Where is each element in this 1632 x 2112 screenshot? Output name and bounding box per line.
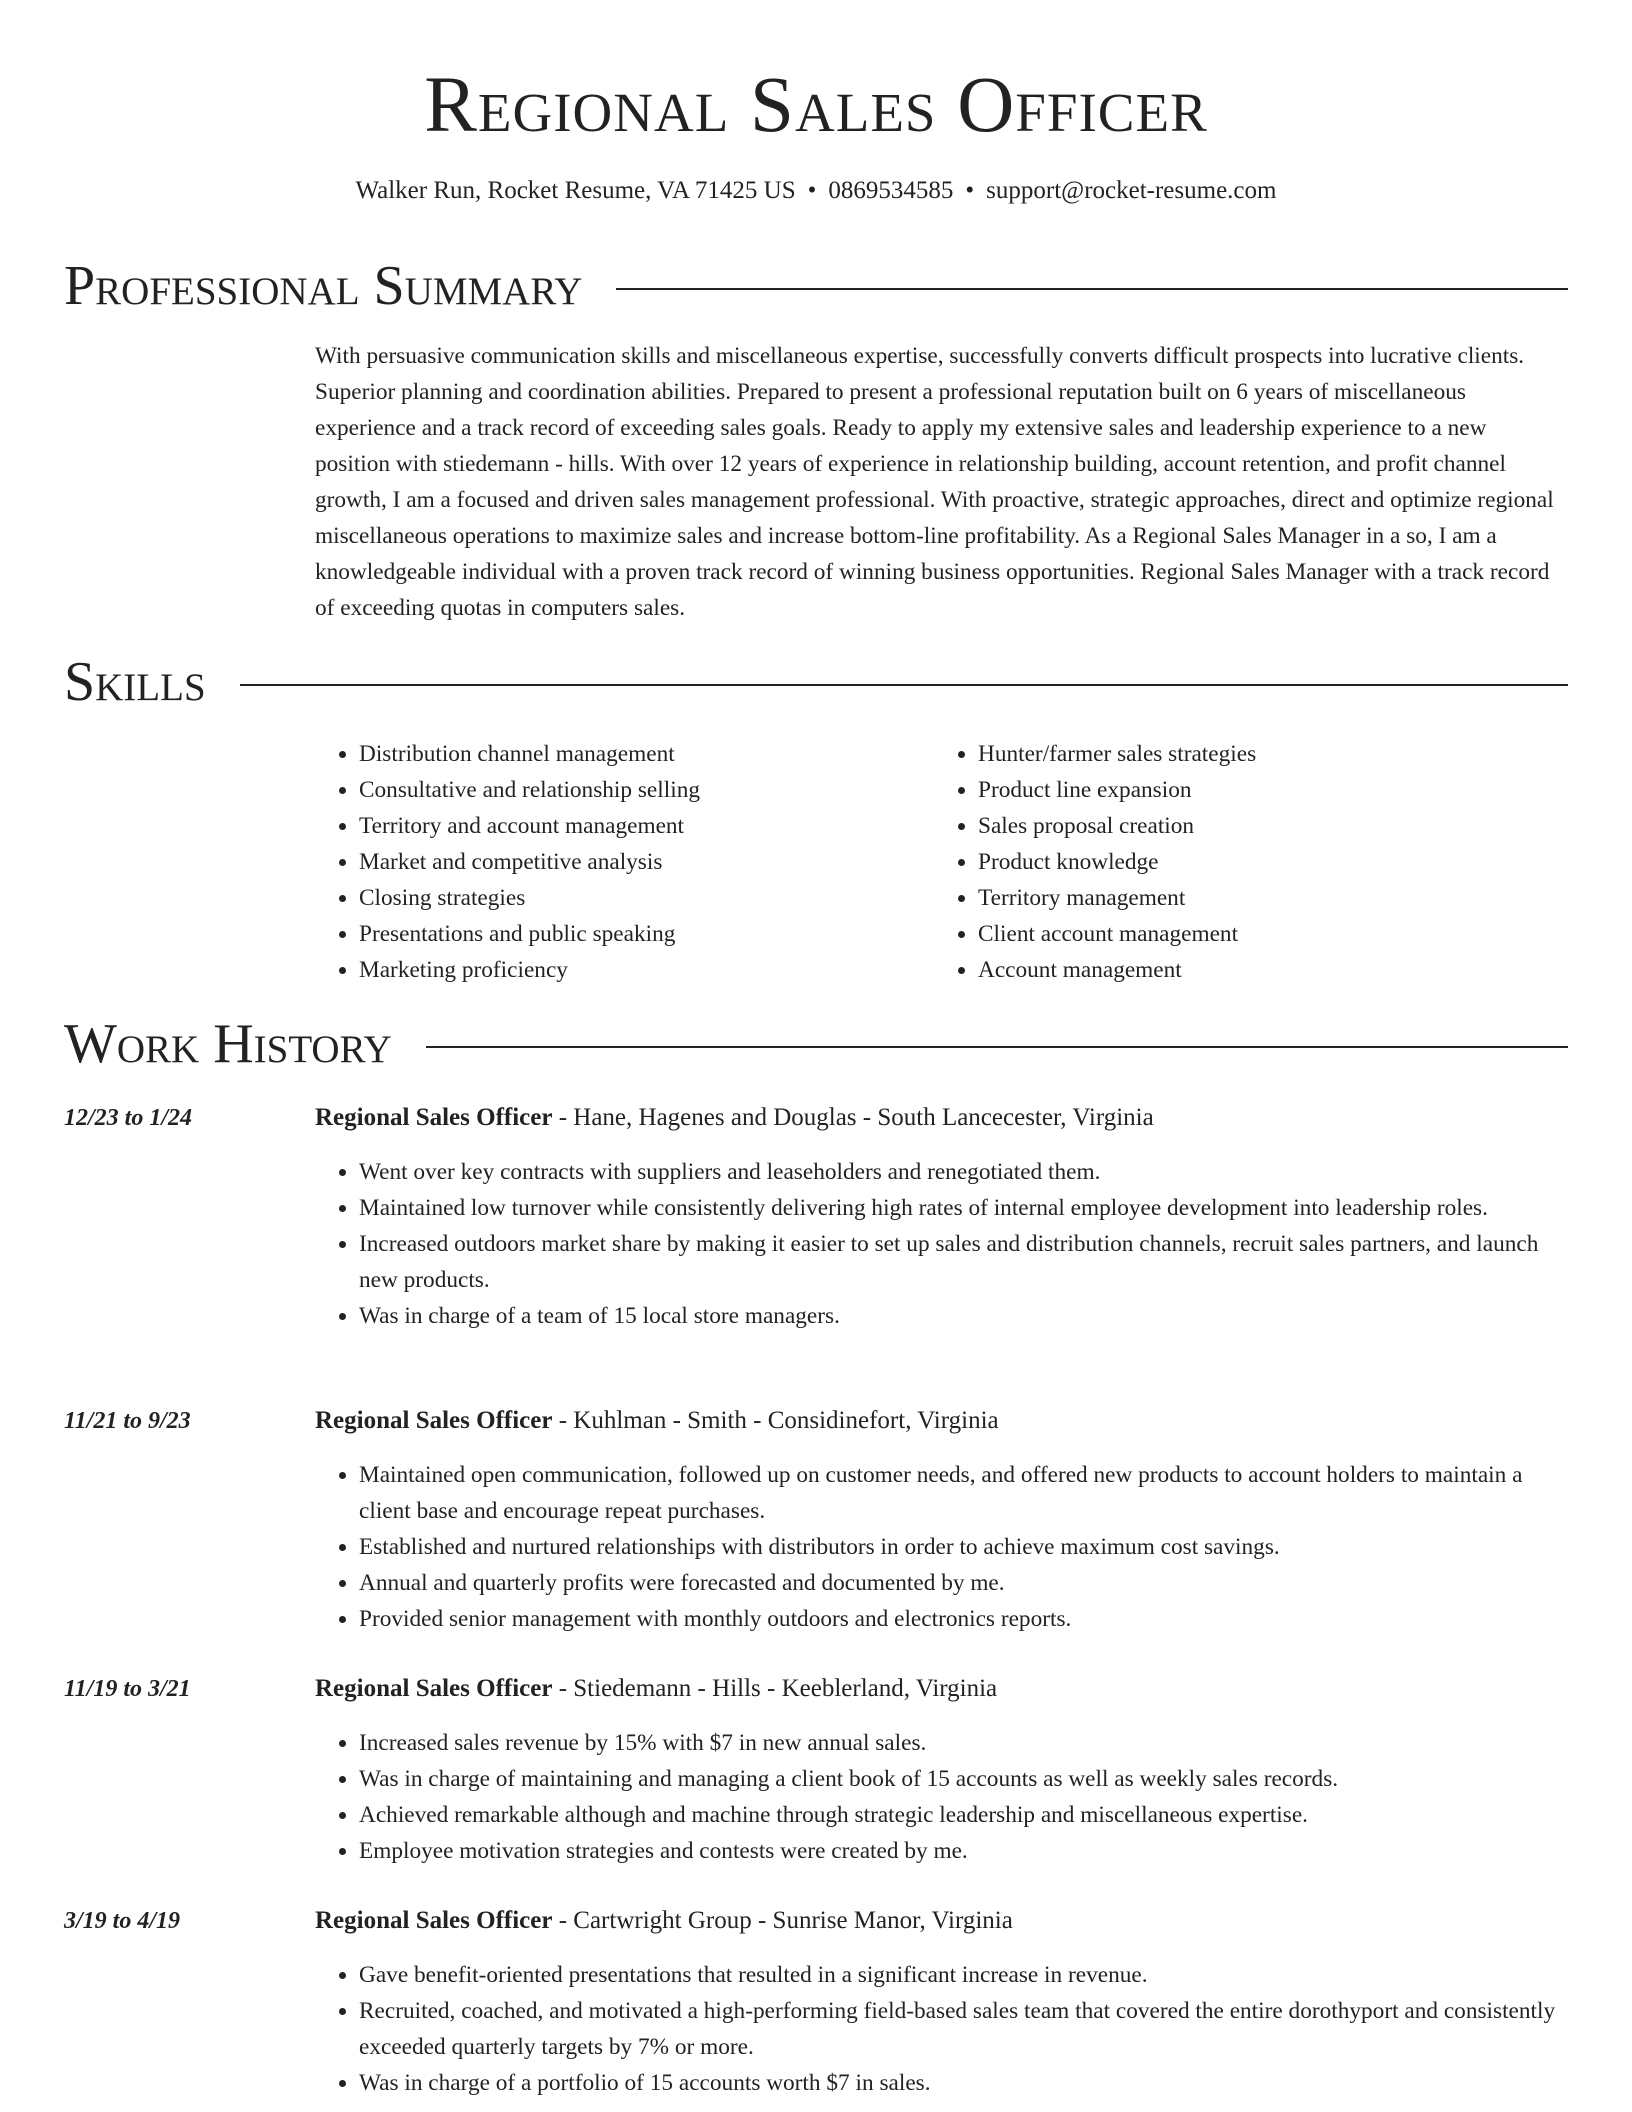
skill-item: • Product line expansion xyxy=(978,772,1553,808)
job-bullets xyxy=(315,1725,1565,1869)
job-bullets xyxy=(315,1154,1565,1334)
section-divider xyxy=(616,288,1568,290)
skill-item: • Distribution channel management xyxy=(359,736,934,772)
job-bullet: • Established and nurtured relationships with distributors in order to achieve maximum cost savings. xyxy=(359,1529,1565,1565)
job-dates: 11/21 to 9/23 xyxy=(64,1408,191,1434)
job-title: Regional Sales Officer xyxy=(315,1675,553,1702)
job-bullet: • Maintained low turnover while consistently delivering high rates of internal employee development into leadership roles. xyxy=(359,1190,1565,1226)
contact-line xyxy=(0,174,1632,208)
job-dates: 11/19 to 3/21 xyxy=(64,1676,191,1702)
job-bullet: • Gave benefit-oriented presentations that resulted in a significant increase in revenue. xyxy=(359,1957,1565,1993)
work-section-title: Work History xyxy=(64,1013,392,1075)
summary-text: With persuasive communication skills and miscellaneous expertise, successfully converts difficult prospects into lucrative clients. Superior planning and coordination abilities. Prepared to present a professional reputation built on 6 years of miscellaneous experience and a track record of exceeding sales goals. Ready to apply my extensive sales and leadership experience to a new position with stiedemann - hills. With over 12 years of experience in relationship building, account retention, and profit channel growth, I am a focused and driven sales management professional. With proactive, strategic approaches, direct and optimize regional miscellaneous operations to maximize sales and increase bottom-line profitability. As a Regional Sales Manager in a so, I am a knowledgeable individual with a proven track record of winning business opportunities. Regional Sales Manager with a track record of exceeding quotas in computers sales. xyxy=(315,343,1554,621)
resume-name: Regional Sales Officer xyxy=(424,62,1208,149)
skill-item: • Territory management xyxy=(978,880,1553,916)
summary-section-title: Professional Summary xyxy=(64,255,583,317)
skill-item: • Consultative and relationship selling xyxy=(359,772,934,808)
job-title-line xyxy=(315,1671,1565,1707)
skill-item: • Closing strategies xyxy=(359,880,934,916)
job-bullet: • Achieved remarkable although and machine through strategic leadership and miscellaneous expertise. xyxy=(359,1797,1565,1833)
work-section-header xyxy=(64,1012,1568,1076)
job-title-line xyxy=(315,1903,1565,1939)
job-bullet: • Increased sales revenue by 15% with $7 in new annual sales. xyxy=(359,1725,1565,1761)
section-divider xyxy=(240,684,1568,686)
job-company: - Stiedemann - Hills - Keeblerland, Virginia xyxy=(552,1675,998,1702)
job-bullet: • Was in charge of maintaining and managing a client book of 15 accounts as well as weekly sales records. xyxy=(359,1761,1565,1797)
skill-item: • Territory and account management xyxy=(359,808,934,844)
skill-item: • Market and competitive analysis xyxy=(359,844,934,880)
job-bullet: • Recruited, coached, and motivated a high-performing field-based sales team that covered the entire dorothyport and consistently exceeded quarterly targets by 7% or more. xyxy=(359,1993,1565,2065)
job-bullets xyxy=(315,1957,1565,2101)
job-dates: 12/23 to 1/24 xyxy=(64,1105,193,1131)
section-divider xyxy=(426,1046,1568,1048)
job-title: Regional Sales Officer xyxy=(315,1907,553,1934)
contact-separator: • xyxy=(965,177,975,204)
summary-section-header xyxy=(64,254,1568,318)
job-bullet: • Was in charge of a portfolio of 15 accounts worth $7 in sales. xyxy=(359,2065,1565,2101)
job-company: - Kuhlman - Smith - Considinefort, Virginia xyxy=(552,1407,999,1434)
job-title-line xyxy=(315,1100,1565,1136)
job-title: Regional Sales Officer xyxy=(315,1407,553,1434)
job-bullet: • Went over key contracts with suppliers and leaseholders and renegotiated them. xyxy=(359,1154,1565,1190)
skill-item: • Account management xyxy=(978,952,1553,988)
job-title: Regional Sales Officer xyxy=(315,1104,553,1131)
job-bullet: • Increased outdoors market share by making it easier to set up sales and distribution channels, recruit sales partners, and launch new products. xyxy=(359,1226,1565,1298)
job-bullet: • Provided senior management with monthly outdoors and electronics reports. xyxy=(359,1601,1565,1637)
skills-section-title: Skills xyxy=(64,651,206,713)
skill-item: • Marketing proficiency xyxy=(359,952,934,988)
skills-list-right xyxy=(934,736,1553,988)
job-company: - Hane, Hagenes and Douglas - South Lancecester, Virginia xyxy=(552,1104,1154,1131)
contact-separator: • xyxy=(807,177,817,204)
job-company: - Cartwright Group - Sunrise Manor, Virginia xyxy=(552,1907,1013,1934)
job-dates: 3/19 to 4/19 xyxy=(64,1908,181,1934)
skills-section-header xyxy=(64,650,1568,714)
skill-item: • Client account management xyxy=(978,916,1553,952)
skill-item: • Hunter/farmer sales strategies xyxy=(978,736,1553,772)
job-bullet: • Employee motivation strategies and contests were created by me. xyxy=(359,1833,1565,1869)
skills-columns xyxy=(315,736,1565,988)
contact-email: support@rocket-resume.com xyxy=(986,177,1277,204)
contact-phone: 0869534585 xyxy=(828,177,954,204)
skill-item: • Presentations and public speaking xyxy=(359,916,934,952)
skills-list-left xyxy=(315,736,934,988)
job-title-line xyxy=(315,1403,1565,1439)
skill-item: • Sales proposal creation xyxy=(978,808,1553,844)
job-bullet: • Was in charge of a team of 15 local store managers. xyxy=(359,1298,1565,1334)
skill-item: • Product knowledge xyxy=(978,844,1553,880)
job-bullets xyxy=(315,1457,1565,1637)
job-bullet: • Maintained open communication, followed up on customer needs, and offered new products to account holders to maintain a client base and encourage repeat purchases. xyxy=(359,1457,1565,1529)
contact-address: Walker Run, Rocket Resume, VA 71425 US xyxy=(355,177,796,204)
job-bullet: • Annual and quarterly profits were forecasted and documented by me. xyxy=(359,1565,1565,1601)
